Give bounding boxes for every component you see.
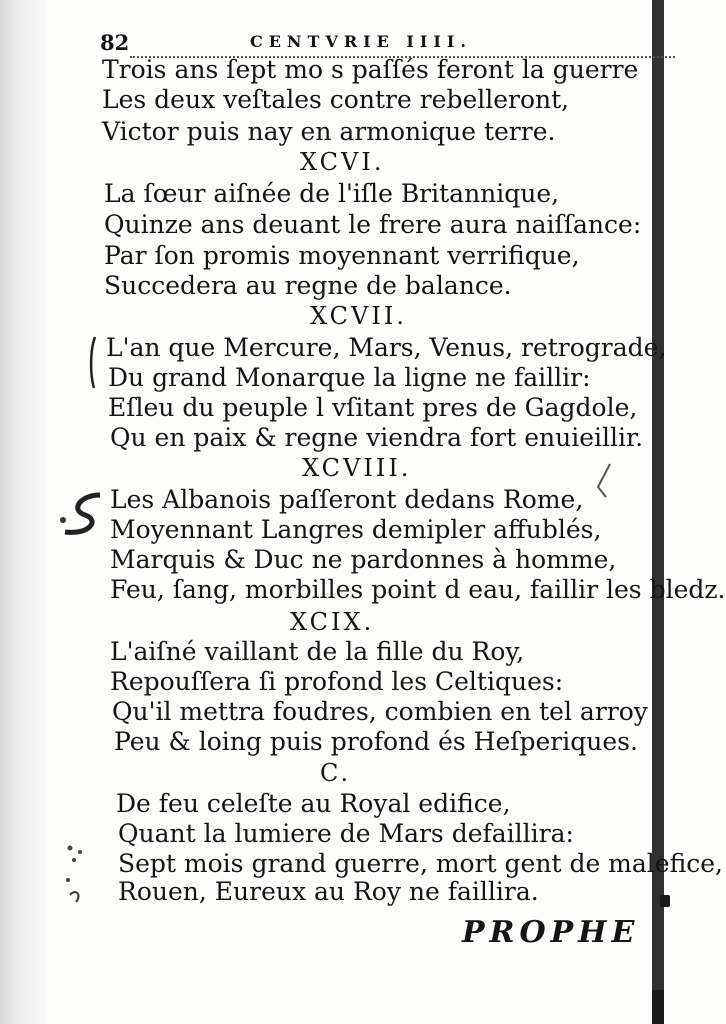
marginal-dots-mark (62, 840, 102, 910)
verse-line: L'aiſné vaillant de la fille du Roy, (110, 637, 525, 666)
folio-number: 82 (100, 30, 130, 55)
quatrain-number: XCVII. (310, 302, 407, 330)
verse-line: Eſleu du peuple l vſitant pres de Gagdole, (108, 393, 638, 422)
quatrain-number: XCIX. (290, 608, 375, 636)
verse-line: Qu'il mettra foudres, combien en tel arroy (112, 697, 648, 726)
running-head: CENTVRIE IIII. (250, 32, 472, 51)
quatrain-number: XCVI. (300, 148, 385, 176)
verse-line: Peu & loing puis profond és Heſperiques. (114, 727, 638, 756)
verse-line: Qu en paix & regne viendra fort enuieillir. (110, 423, 644, 452)
page-edge-bar-bottom (652, 990, 664, 1024)
quatrain-number: XCVIII. (302, 454, 412, 482)
verse-line: Quant la lumiere de Mars defaillira: (118, 819, 574, 848)
verse-line: Succedera au regne de balance. (104, 271, 512, 300)
quatrain-number: C. (320, 759, 352, 787)
verse-line: Les Albanois paſſeront dedans Rome, (110, 485, 584, 514)
verse-line: Par ſon promis moyennant verrifique, (104, 241, 580, 270)
marginal-stroke-mark (588, 462, 618, 502)
verse-line: Rouen, Eureux au Roy ne faillira. (118, 877, 539, 906)
verse-line: Marquis & Duc ne pardonnes à homme, (110, 545, 617, 574)
verse-line: Les deux veſtales contre rebelleront, (102, 85, 570, 114)
verse-line: L'an que Mercure, Mars, Venus, retrograde, (106, 333, 667, 362)
verse-line: Repouſſera ſi profond les Celtiques: (110, 667, 564, 696)
marginal-bracket-mark (86, 335, 100, 390)
verse-line: Moyennant Langres demipler affublés, (110, 515, 602, 544)
verse-line: Sept mois grand guerre, mort gent de malefice, (118, 849, 724, 878)
verse-line: Feu, ſang, morbilles point d eau, faillir les bledz. (110, 575, 726, 604)
verse-line: Trois ans ſept mo s paſſés feront la guerre (102, 55, 639, 84)
catchword: PROPHE (462, 915, 640, 950)
edge-speck (660, 895, 670, 907)
marginal-flourish-mark (55, 490, 110, 540)
verse-line: Du grand Monarque la ligne ne faillir: (108, 363, 591, 392)
verse-line: La ſœur aiſnée de l'iſle Britannique, (104, 179, 560, 208)
verse-line: Quinze ans deuant le frere aura naiſſance: (104, 210, 642, 239)
verse-line: De feu celeſte au Royal edifice, (116, 789, 511, 818)
verse-line: Victor puis nay en armonique terre. (102, 117, 556, 146)
page-header (100, 30, 640, 56)
gutter-shadow (0, 0, 46, 1024)
